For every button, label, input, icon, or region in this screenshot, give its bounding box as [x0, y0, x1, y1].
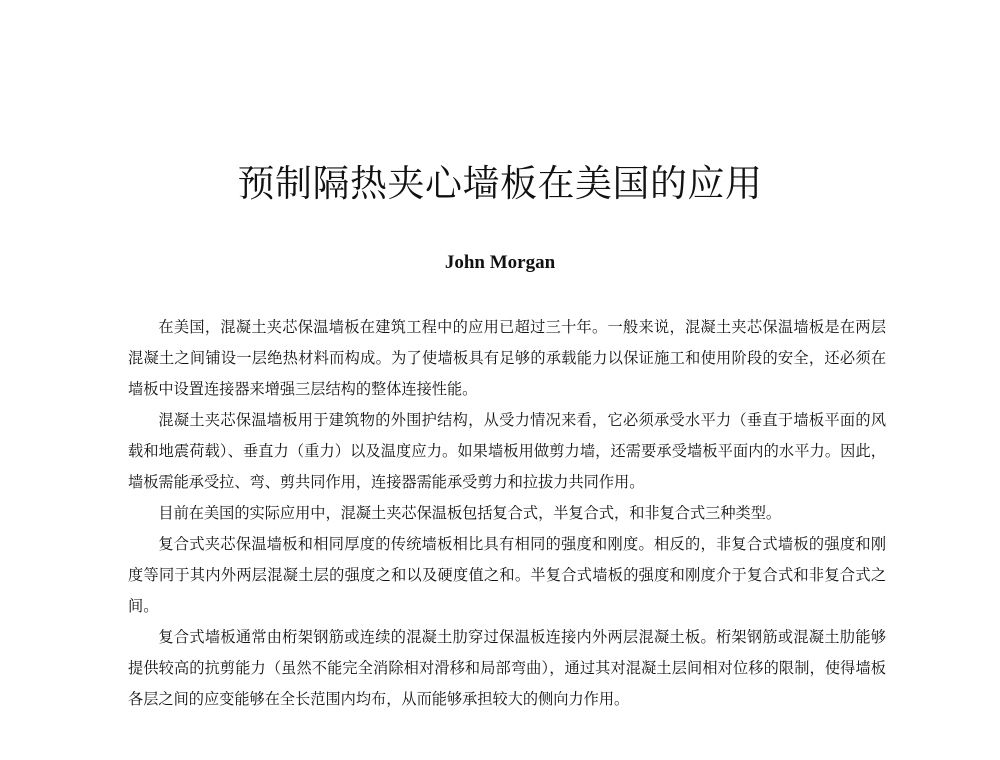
paragraph: 混凝土夹芯保温墙板用于建筑物的外围护结构，从受力情况来看，它必须承受水平力（垂直于墙板平面的风载和地震荷载）、垂直力（重力）以及温度应力。如果墙板用做剪力墙，还需要承受墙板平面内的水平力。因此，墙板需能承受拉、弯、剪共同作用，连接器需能承受剪力和拉拔力共同作用。: [128, 411, 886, 491]
paragraph: 在美国，混凝土夹芯保温墙板在建筑工程中的应用已超过三十年。一般来说，混凝土夹芯保温墙板是在两层混凝土之间铺设一层绝热材料而构成。为了使墙板具有足够的承载能力以保证施工和使用阶段的安全，还必须在墙板中设置连接器来增强三层结构的整体连接性能。: [128, 318, 886, 398]
paragraph: 复合式墙板通常由桁架钢筋或连续的混凝土肋穿过保温板连接内外两层混凝土板。桁架钢筋或混凝土肋能够提供较高的抗剪能力（虽然不能完全消除相对滑移和局部弯曲），通过其对混凝土层间相对位移的限制，使得墙板各层之间的应变能够在全长范围内均布，从而能够承担较大的侧向力作用。: [128, 628, 886, 708]
article-author: John Morgan: [444, 252, 556, 273]
article-body: [128, 312, 886, 715]
paragraph: 复合式夹芯保温墙板和相同厚度的传统墙板相比具有相同的强度和刚度。相反的，非复合式墙板的强度和刚度等同于其内外两层混凝土层的强度之和以及硬度值之和。半复合式墙板的强度和刚度介于复合式和非复合式之间。: [128, 535, 886, 615]
paragraph: 目前在美国的实际应用中，混凝土夹芯保温板包括复合式，半复合式，和非复合式三种类型。: [158, 504, 782, 522]
article-title: 预制隔热夹心墙板在美国的应用: [237, 162, 763, 205]
